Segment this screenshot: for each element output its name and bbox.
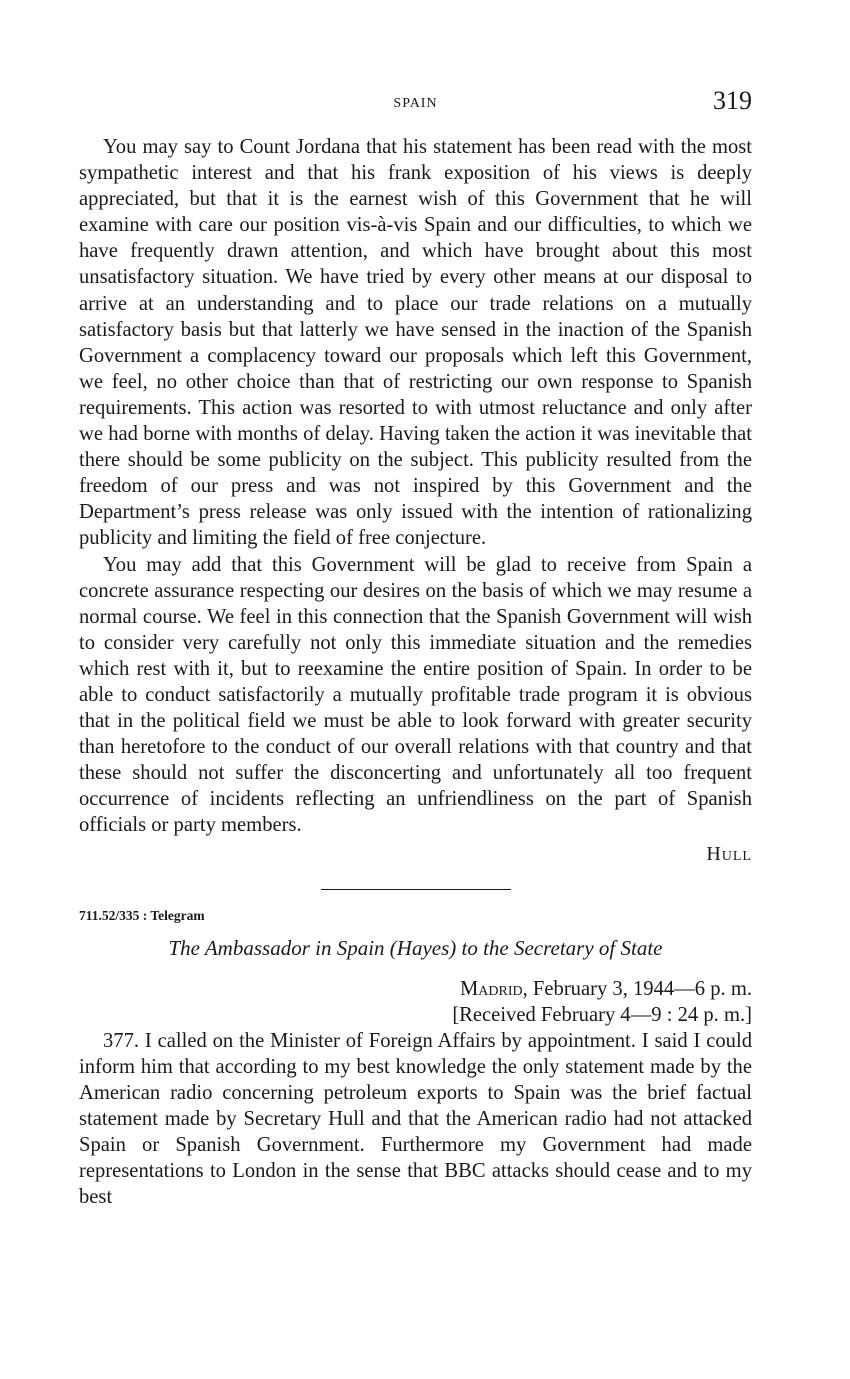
paragraph-concrete-assurance: You may add that this Government will be glad to receive from Spain a concrete assurance respecting our desires on the basis of which we may resume a normal course. We feel in this connection that the Spanish Government will wish to consider very carefully not only this immediate situation and the remedies which rest with it, but to reexamine the entire position of Spain. In order to be able to conduct satisfactorily a mutually profitable trade program it is obvious that in the political field we must be able to look forward with greater security than heretofore to the conduct of our overall relations with that country and that these should not suffer the disconcerting and unfortunately all too frequent occurrence of incidents reflecting an unfriendliness on the part of Spanish officials or party members.	[79, 553, 752, 837]
document-title: The Ambassador in Spain (Hayes) to the Secretary of State	[168, 935, 663, 960]
file-reference: 711.52/335 : Telegram	[79, 907, 205, 923]
section-divider	[321, 889, 511, 890]
paragraph-count-jordana: You may say to Count Jordana that his statement has been read with the most sympathetic interest and that his frank exposition of his views is deeply appreciated, but that it is the earnest wish of this Government that he will examine with care our position vis-à-vis Spain and our difficulties, to which we have frequently drawn attention, and which have brought about this most unsatisfactory situation. We have tried by every other means at our disposal to arrive at an understanding and to place our trade relations on a mutually satisfactory basis but that latterly we have sensed in the inaction of the Spanish Government a complacency toward our proposals which left this Government, we feel, no other choice than that of restricting our own response to Spanish requirements. This action was resorted to with utmost reluctance and only after we had borne with months of delay. Having taken the action it was inevitable that there should be some publicity on the subject. This publicity resulted from the freedom of our press and was not inspired by this Government and the Department’s press release was only issued with the intention of rationalizing publicity and limiting the field of free conjecture.	[79, 136, 752, 550]
page-number: 319	[713, 86, 752, 115]
signature-hull: Hull	[706, 842, 752, 865]
dateline-place: Madrid	[459, 977, 523, 1000]
dateline-date: , February 3, 1944—6 p. m.	[522, 977, 752, 1000]
paragraph-telegram-377: 377. I called on the Minister of Foreign Affairs by appointment. I said I could inform him that according to my best knowledge the only statement made by the American radio concerning petroleum exports to Spain was the brief factual statement made by Secretary Hull and that the American radio had not attacked Spain or Spanish Government. Furthermore my Government had made representations to London in the sense that BBC attacks should cease and to my best	[79, 1029, 752, 1209]
dateline	[79, 976, 752, 1002]
page-header	[79, 86, 752, 122]
received-line: [Received February 4—9 : 24 p. m.]	[452, 1003, 752, 1026]
body-text	[79, 134, 752, 1210]
running-head: SPAIN	[393, 96, 438, 111]
